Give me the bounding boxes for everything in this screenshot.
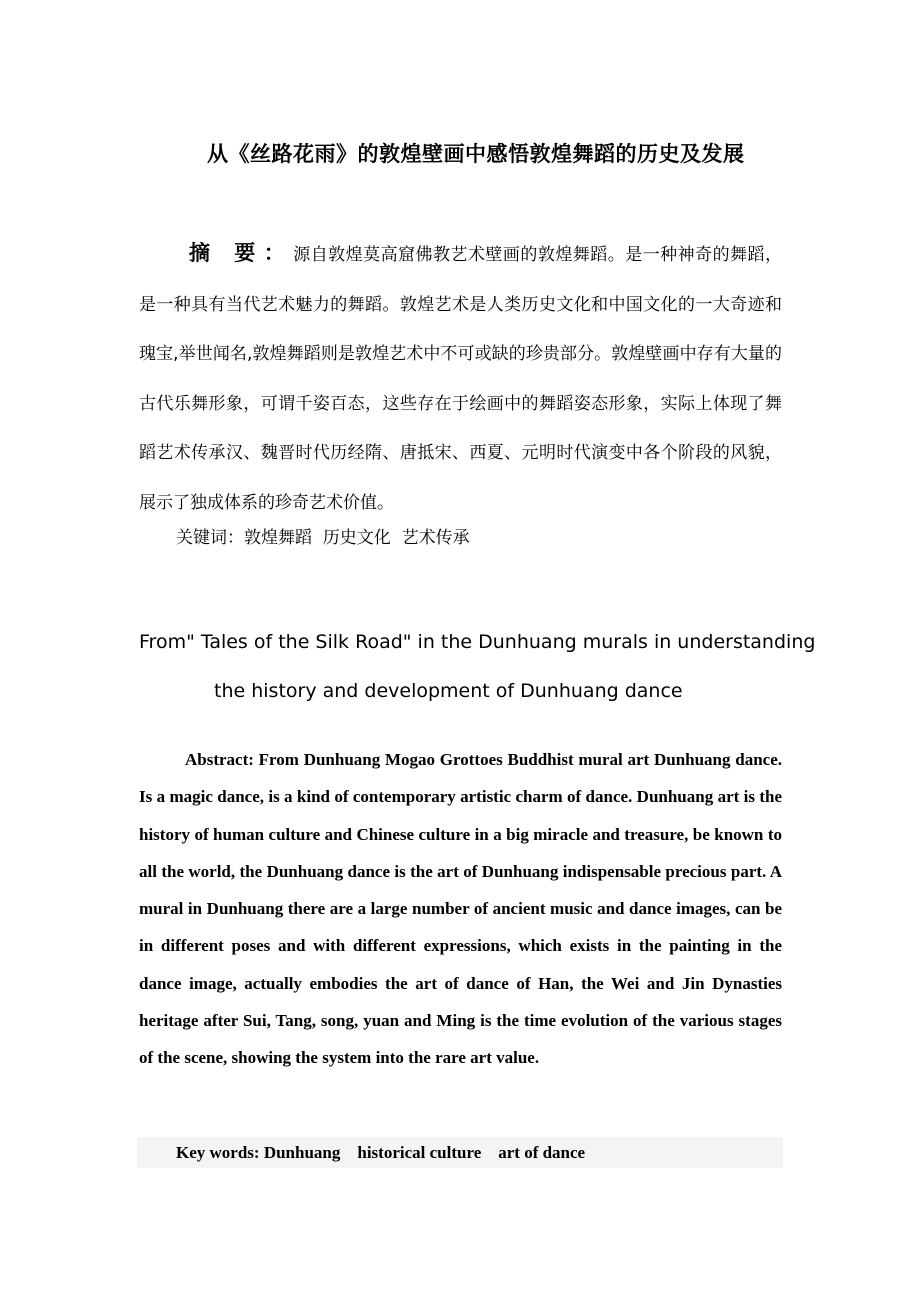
chinese-abstract-label: 摘 要：: [189, 240, 294, 265]
chinese-keywords: 关键词：敦煌舞蹈 历史文化 艺术传承: [176, 528, 470, 548]
english-title-line-1: From" Tales of the Silk Road" in the Dunhuang murals in understanding: [139, 631, 816, 653]
english-title-line-2: the history and development of Dunhuang dance: [214, 680, 683, 702]
english-title: [139, 618, 816, 716]
chinese-abstract-text: 源自敦煌莫高窟佛教艺术壁画的敦煌舞蹈。是一种神奇的舞蹈，是一种具有当代艺术魅力的舞蹈。敦煌艺术是人类历史文化和中国文化的一大奇迹和瑰宝,举世闻名,敦煌舞蹈则是敦煌艺术中不可或缺的珍贵部分。敦煌壁画中存有大量的古代乐舞形象，可谓千姿百态，这些存在于绘画中的舞蹈姿态形象，实际上体现了舞蹈艺术传承汉、魏晋时代历经隋、唐抵宋、西夏、元明时代演变中各个阶段的风貌，展示了独成体系的珍奇艺术价值。: [139, 245, 783, 513]
english-abstract-label: Abstract:: [185, 750, 254, 769]
chinese-title: 从《丝路花雨》的敦煌壁画中感悟敦煌舞蹈的历史及发展: [207, 141, 745, 166]
chinese-abstract: [139, 228, 782, 528]
english-abstract-text: From Dunhuang Mogao Grottoes Buddhist mural art Dunhuang dance. Is a magic dance, is a kind of contemporary artistic charm of dance. Dunhuang art is the history of human culture and Chinese culture in a big miracle and treasure, be known to all the world, the Dunhuang dance is the art of Dunhuang indispensable precious part. A mural in Dunhuang there are a large number of ancient music and dance images, can be in different poses and with different expressions, which exists in the painting in the dance image, actually embodies the art of dance of Han, the Wei and Jin Dynasties heritage after Sui, Tang, song, yuan and Ming is the time evolution of the various stages of the scene, showing the system into the rare art value.: [139, 750, 783, 1068]
english-keywords: [137, 1137, 783, 1168]
english-keywords-text: Key words: Dunhuang historical culture art of dance: [176, 1143, 586, 1162]
english-abstract: [139, 741, 782, 1077]
